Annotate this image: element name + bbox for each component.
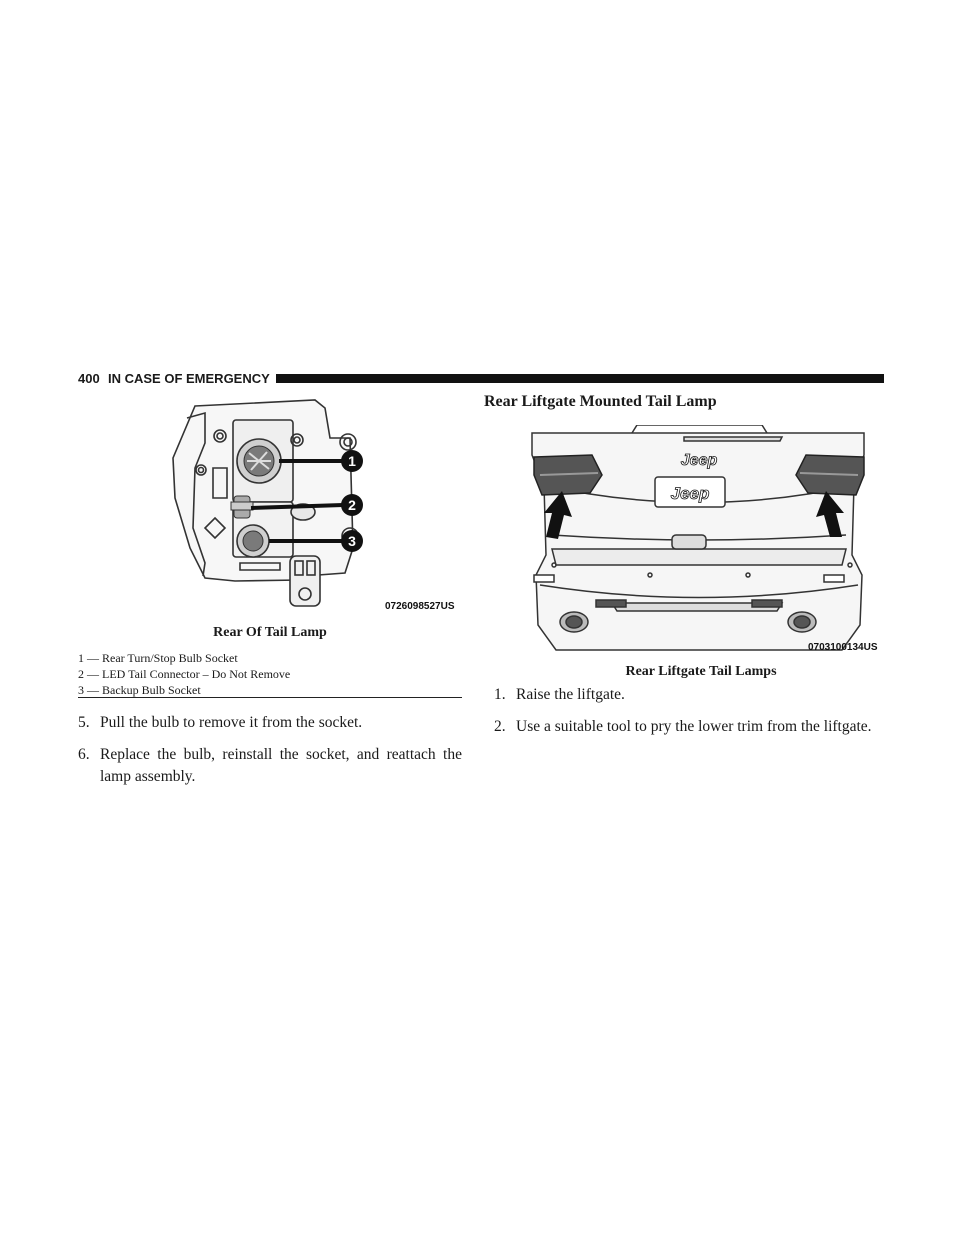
right-steps xyxy=(494,684,882,748)
left-steps xyxy=(78,712,462,798)
legend-item: 1 — Rear Turn/Stop Bulb Socket xyxy=(78,651,238,665)
svg-text:2: 2 xyxy=(348,497,356,513)
step-item: 5. Pull the bulb to remove it from the socket. xyxy=(78,714,363,731)
section-name: IN CASE OF EMERGENCY xyxy=(108,371,270,386)
callout-2 xyxy=(341,494,363,516)
figure2-code: 0703100134US xyxy=(808,642,878,653)
section-title: Rear Liftgate Mounted Tail Lamp xyxy=(484,393,717,410)
page-header xyxy=(78,369,884,389)
figure1-code: 0726098527US xyxy=(385,601,455,612)
svg-text:1: 1 xyxy=(348,453,356,469)
header-rule xyxy=(276,374,884,383)
tail-lamp-figure xyxy=(165,398,465,613)
jeep-badge-plate: Jeep xyxy=(670,484,710,503)
callout-1 xyxy=(341,450,363,472)
legend-item: 2 — LED Tail Connector – Do Not Remove xyxy=(78,667,291,681)
svg-text:3: 3 xyxy=(348,533,356,549)
callout-3 xyxy=(341,530,363,552)
tail-lamp-illustration xyxy=(165,398,465,613)
figure2-caption: Rear Liftgate Tail Lamps xyxy=(625,664,777,679)
jeep-badge-upper: Jeep xyxy=(680,452,718,469)
step-item: 6. Replace the bulb, reinstall the socket, and reattach the lamp assembly. xyxy=(78,746,462,785)
page-number: 400 xyxy=(78,371,100,386)
liftgate-figure xyxy=(512,425,886,660)
figure1-legend xyxy=(78,650,462,698)
liftgate-illustration xyxy=(512,425,886,660)
step-item: 1. Raise the liftgate. xyxy=(494,686,625,703)
legend-item: 3 — Backup Bulb Socket xyxy=(78,683,201,697)
figure1-caption: Rear Of Tail Lamp xyxy=(213,625,327,640)
step-item: 2. Use a suitable tool to pry the lower trim from the liftgate. xyxy=(494,718,872,735)
legend-rule xyxy=(78,697,462,698)
